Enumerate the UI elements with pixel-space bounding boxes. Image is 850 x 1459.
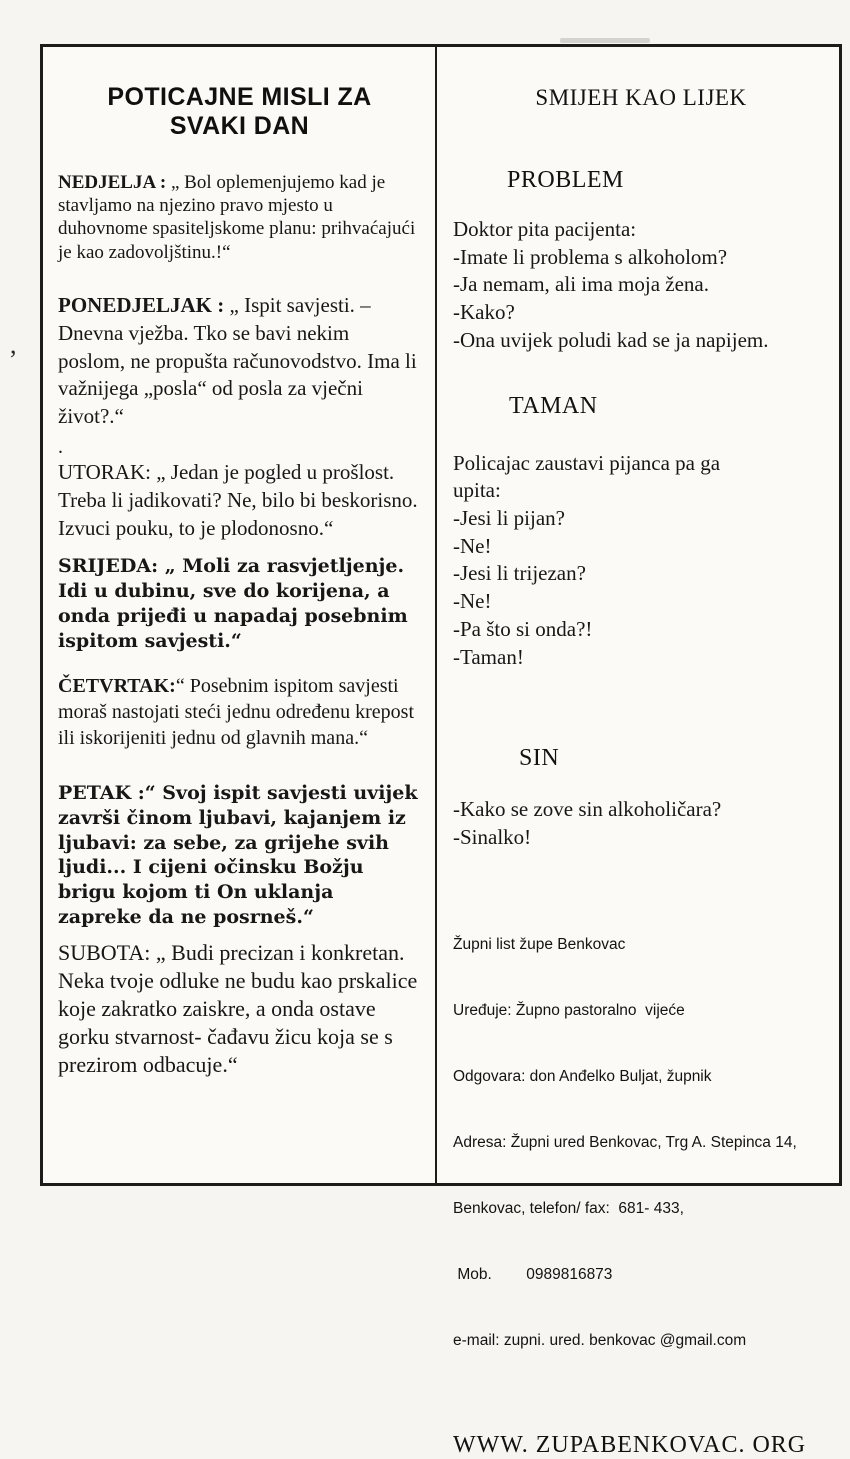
joke-line: -Jesi li pijan? bbox=[453, 506, 565, 531]
entry-text-subota: „ Budi precizan i konkretan. Neka tvoje odluke ne budu kao prskalice koje zakratko zaiskre, a onda ostave gorku stvarnost- čađavu žicu koja se s prezirom odbacuje.“ bbox=[58, 940, 418, 1078]
section-heading-sin: SIN bbox=[519, 745, 560, 772]
day-label-subota: SUBOTA: bbox=[58, 940, 156, 966]
entry-utorak bbox=[58, 459, 421, 542]
imprint-line-address: Adresa: Župni ured Benkovac, Trg A. Stepinca 14, bbox=[453, 1133, 797, 1151]
parish-imprint bbox=[453, 890, 829, 1396]
section-heading-taman: TAMAN bbox=[509, 392, 598, 419]
entry-cetvrtak bbox=[58, 673, 421, 751]
entry-text-nedjelja: „ Bol oplemenjujemo kad je stavljamo na njezino pravo mjesto u duhovnome spasiteljskome planu: prihvaćajući je kao zadovoljštinu.!“ bbox=[58, 172, 416, 263]
left-title-line2: SVAKI DAN bbox=[169, 112, 310, 140]
right-column bbox=[437, 47, 839, 1458]
day-label-srijeda: SRIJEDA: bbox=[58, 555, 165, 578]
joke-sin bbox=[453, 796, 829, 851]
joke-line: -Pa što si onda?! bbox=[453, 616, 593, 641]
joke-line: Policajac zaustavi pijanca pa ga bbox=[453, 450, 721, 475]
entry-subota bbox=[58, 939, 421, 1079]
joke-taman bbox=[453, 450, 829, 672]
imprint-line-mobile: Mob. 0989816873 bbox=[453, 1265, 613, 1283]
imprint-line-editor: Uređuje: Župno pastoralno vijeće bbox=[453, 1001, 685, 1019]
joke-line: -Ne! bbox=[453, 589, 492, 614]
joke-line: -Kako se zove sin alkoholičara? bbox=[453, 797, 722, 822]
website-url: WWW. ZUPABENKOVAC. ORG bbox=[453, 1431, 807, 1458]
joke-line: Doktor pita pacijenta: bbox=[453, 217, 637, 241]
joke-problem bbox=[453, 216, 829, 355]
joke-line: -Imate li problema s alkoholom? bbox=[453, 244, 728, 269]
joke-line: -Ona uvijek poludi kad se ja napijem. bbox=[453, 327, 769, 352]
joke-line: -Ja nemam, ali ima moja žena. bbox=[453, 272, 709, 297]
entry-text-ponedjeljak: „ Ispit savjesti. – Dnevna vježba. Tko se bavi nekim poslom, ne propušta računovodstvo. Ima li važnijega „posla“ od posla za vječni život?.“ bbox=[58, 292, 417, 429]
joke-line: -Taman! bbox=[453, 644, 524, 669]
entry-nedjelja bbox=[58, 171, 421, 264]
day-label-nedjelja: NEDJELJA : bbox=[58, 172, 171, 193]
imprint-line-responsible: Odgovara: don Anđelko Buljat, župnik bbox=[453, 1067, 712, 1085]
entry-text-petak: “ Svoj ispit savjesti uvijek završi činom ljubavi, kajanjem iz ljubavi: za sebe, za grijehe svih ljudi... I cijeni očinsku Božju brigu kojom ti On uklanja zapreke da ne posrneš.“ bbox=[58, 782, 418, 928]
imprint-line-publication: Župni list župe Benkovac bbox=[453, 935, 626, 953]
entry-srijeda bbox=[58, 554, 421, 653]
joke-line: -Kako? bbox=[453, 300, 515, 325]
entry-text-cetvrtak: “ Posebnim ispitom savjesti moraš nastojati steći jednu određenu krepost ili iskorijeniti jednu od glavnih mana.“ bbox=[58, 675, 415, 750]
entry-text-srijeda: „ Moli za rasvjetljenje. Idi u dubinu, sve do korijena, a onda prijeđi u napadaj posebnim ispitom savjesti.“ bbox=[58, 555, 408, 652]
day-label-ponedjeljak: PONEDJELJAK : bbox=[58, 292, 230, 317]
day-label-petak: PETAK : bbox=[58, 782, 145, 805]
content-frame bbox=[40, 44, 842, 1458]
joke-line: -Sinalko! bbox=[453, 825, 532, 850]
imprint-line-email: e-mail: zupni. ured. benkovac @gmail.com bbox=[453, 1331, 747, 1349]
entry-ponedjeljak bbox=[58, 292, 421, 432]
imprint-line-phone: Benkovac, telefon/ fax: 681- 433, bbox=[453, 1199, 684, 1217]
left-column bbox=[43, 47, 437, 1183]
stray-dot: . bbox=[58, 436, 63, 459]
joke-line: upita: bbox=[453, 478, 501, 503]
entry-text-utorak: „ Jedan je pogled u prošlost. Treba li jadikovati? Ne, bilo bi beskorisno. Izvuci pouku, to je plodonosno.“ bbox=[58, 460, 418, 540]
entry-petak bbox=[58, 781, 421, 929]
day-label-utorak: UTORAK: bbox=[58, 460, 157, 485]
scan-smudge bbox=[560, 38, 650, 43]
left-title-line1: POTICAJNE MISLI ZA bbox=[107, 83, 372, 111]
joke-line: -Jesi li trijezan? bbox=[453, 561, 586, 586]
left-column-title bbox=[58, 83, 421, 141]
section-heading-problem: PROBLEM bbox=[507, 167, 624, 193]
right-column-title: SMIJEH KAO LIJEK bbox=[535, 85, 747, 110]
day-label-cetvrtak: ČETVRTAK: bbox=[58, 675, 176, 698]
stray-comma-mark: , bbox=[10, 330, 17, 359]
joke-line: -Ne! bbox=[453, 533, 492, 558]
